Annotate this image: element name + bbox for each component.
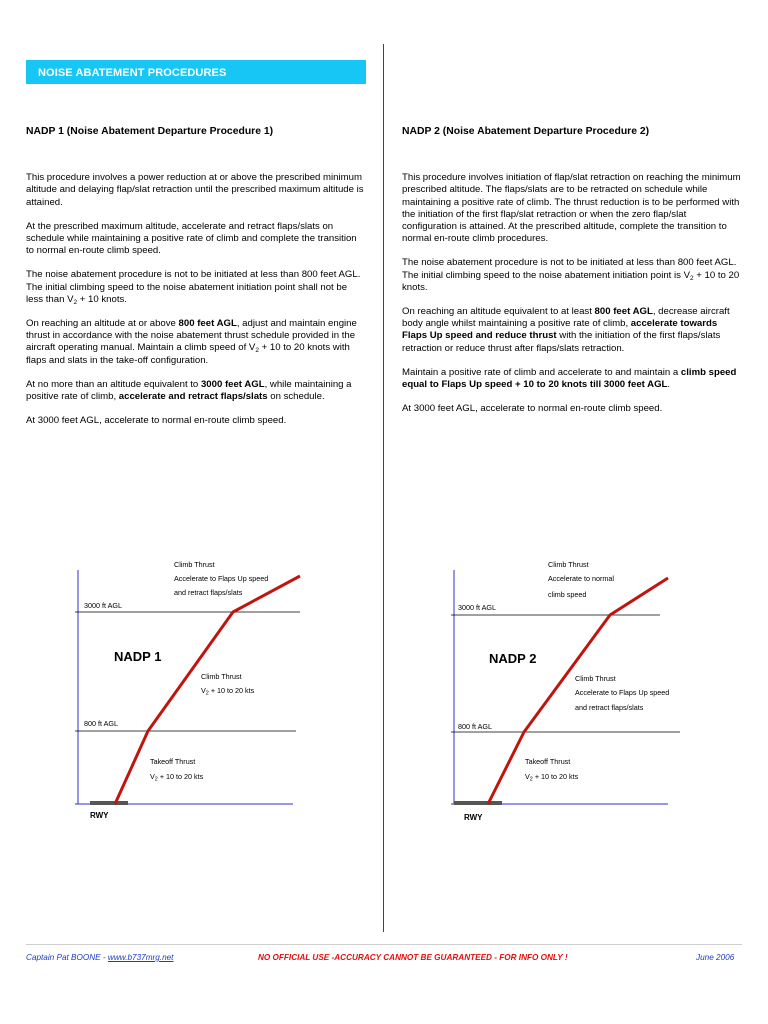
nadp2-paragraph-4: Maintain a positive rate of climb and accelerate to and maintain a climb speed equal to Flaps Up speed + 10 to 20 knots till 3000 feet AGL. xyxy=(402,366,737,391)
nadp1-3000ft-label: 3000 ft AGL xyxy=(84,601,122,610)
nadp2-top-label-2: Accelerate to normal xyxy=(548,574,614,583)
nadp1-paragraph-1: This procedure involves a power reduction at or above the prescribed minimum altitude and delaying flap/slat retraction until the prescribed maximum altitude is attained. xyxy=(26,172,364,208)
nadp1-paragraph-3: The noise abatement procedure is not to be initiated at less than 800 feet AGL. The initial climbing speed to the noise abatement initiation point shall not be less than $V_2 + 10$ knots. xyxy=(26,269,361,306)
nadp2-paragraph-5: At 3000 feet AGL, accelerate to normal en-route climb speed. xyxy=(402,403,663,415)
nadp1-heading: NADP 1 (Noise Abatement Departure Procedure 1) xyxy=(26,126,274,137)
nadp2-mid-label-2: Accelerate to Flaps Up speed xyxy=(575,688,670,697)
nadp2-paragraph-2: The noise abatement procedure is not to be initiated at less than 800 feet AGL. The initial climbing speed to the noise abatement initiation point is $V_2 + 10$ to 20 knots. xyxy=(402,257,740,293)
nadp1-paragraph-2: At the prescribed maximum altitude, accelerate and retract flaps/slats on schedule while maintaining a positive rate of climb and complete the transition to normal en-route climb speed. xyxy=(26,220,357,257)
nadp1-column xyxy=(26,126,366,439)
nadp2-column xyxy=(402,126,742,427)
section-banner: NOISE ABATEMENT PROCEDURES xyxy=(26,60,366,84)
nadp1-mid-label-2: $V_2 + 10$ to 20 kts xyxy=(201,686,255,697)
nadp2-paragraph-1: This procedure involves initiation of flap/slat retraction on reaching the minimum prescribed altitude. The flaps/slats are to be retracted on schedule while maintaining a positive rate of climb. The thrust reduction is to be performed with the initiation of the first flap/slat retraction or when the zero flap/slat configuration is attained. At the prescribed altitude, complete the transition to normal en-route climb procedures. xyxy=(402,172,741,245)
nadp1-800ft-label: 800 ft AGL xyxy=(84,719,118,728)
nadp1-paragraph-4: On reaching an altitude at or above 800 feet AGL, adjust and maintain engine thrust in accordance with the noise abatement thrust schedule provided in the aircraft operating manual. Maintain a climb speed of $V_2 + 10$ to 20 knots with flaps and slats in the take-off configuration. xyxy=(26,318,357,366)
nadp1-diagram-title: NADP 1 xyxy=(114,649,162,664)
nadp2-diagram xyxy=(384,548,768,838)
nadp2-diagram-title: NADP 2 xyxy=(489,651,537,666)
nadp1-diagram-svg xyxy=(0,548,384,838)
nadp1-paragraph-6: At 3000 feet AGL, accelerate to normal en-route climb speed. xyxy=(26,415,287,427)
nadp2-paragraph-3: On reaching an altitude equivalent to at least 800 feet AGL, decrease aircraft body angle whilst maintaining a positive rate of climb, accelerate towards Flaps Up speed and reduce thrust with the initiation of the first flaps/slats retraction or reduce thrust after flaps/slats retraction. xyxy=(402,306,730,354)
nadp2-top-label-3: climb speed xyxy=(548,590,587,599)
nadp2-runway-bar xyxy=(454,801,502,805)
footer-date: June 2006 xyxy=(696,953,735,962)
nadp2-3000ft-label: 3000 ft AGL xyxy=(458,603,496,612)
nadp1-diagram xyxy=(0,548,384,838)
nadp2-low-label-2: $V_2 + 10$ to 20 kts xyxy=(525,772,579,783)
footer-disclaimer: NO OFFICIAL USE -ACCURACY CANNOT BE GUARANTEED - FOR INFO ONLY ! xyxy=(258,953,568,962)
nadp2-diagram-svg xyxy=(384,548,768,838)
nadp2-runway-label: RWY xyxy=(464,813,483,822)
nadp1-top-label-2: Accelerate to Flaps Up speed xyxy=(174,574,269,583)
nadp1-runway-label: RWY xyxy=(90,811,109,820)
nadp1-top-label-3: and retract flaps/slats xyxy=(174,588,243,597)
nadp1-low-label-1: Takeoff Thrust xyxy=(150,757,196,766)
nadp2-heading: NADP 2 (Noise Abatement Departure Procedure 2) xyxy=(402,126,650,137)
nadp1-paragraph-5: At no more than an altitude equivalent to 3000 feet AGL, while maintaining a positive rate of climb, accelerate and retract flaps/slats on schedule. xyxy=(26,378,352,403)
nadp2-mid-label-1: Climb Thrust xyxy=(575,674,616,683)
nadp2-low-label-1: Takeoff Thrust xyxy=(525,757,571,766)
nadp1-runway-bar xyxy=(90,801,128,805)
nadp2-mid-label-3: and retract flaps/slats xyxy=(575,703,644,712)
nadp2-top-label-1: Climb Thrust xyxy=(548,560,589,569)
nadp1-mid-label-1: Climb Thrust xyxy=(201,672,242,681)
nadp2-800ft-label: 800 ft AGL xyxy=(458,722,492,731)
nadp1-low-label-2: $V_2 + 10$ to 20 kts xyxy=(150,772,204,783)
footer-website-link[interactable]: www.b737mrg.net xyxy=(107,953,174,962)
footer-author: Captain Pat BOONE - www.b737mrg.net xyxy=(26,953,174,962)
nadp1-top-label-1: Climb Thrust xyxy=(174,560,215,569)
footer-rule xyxy=(26,944,742,945)
